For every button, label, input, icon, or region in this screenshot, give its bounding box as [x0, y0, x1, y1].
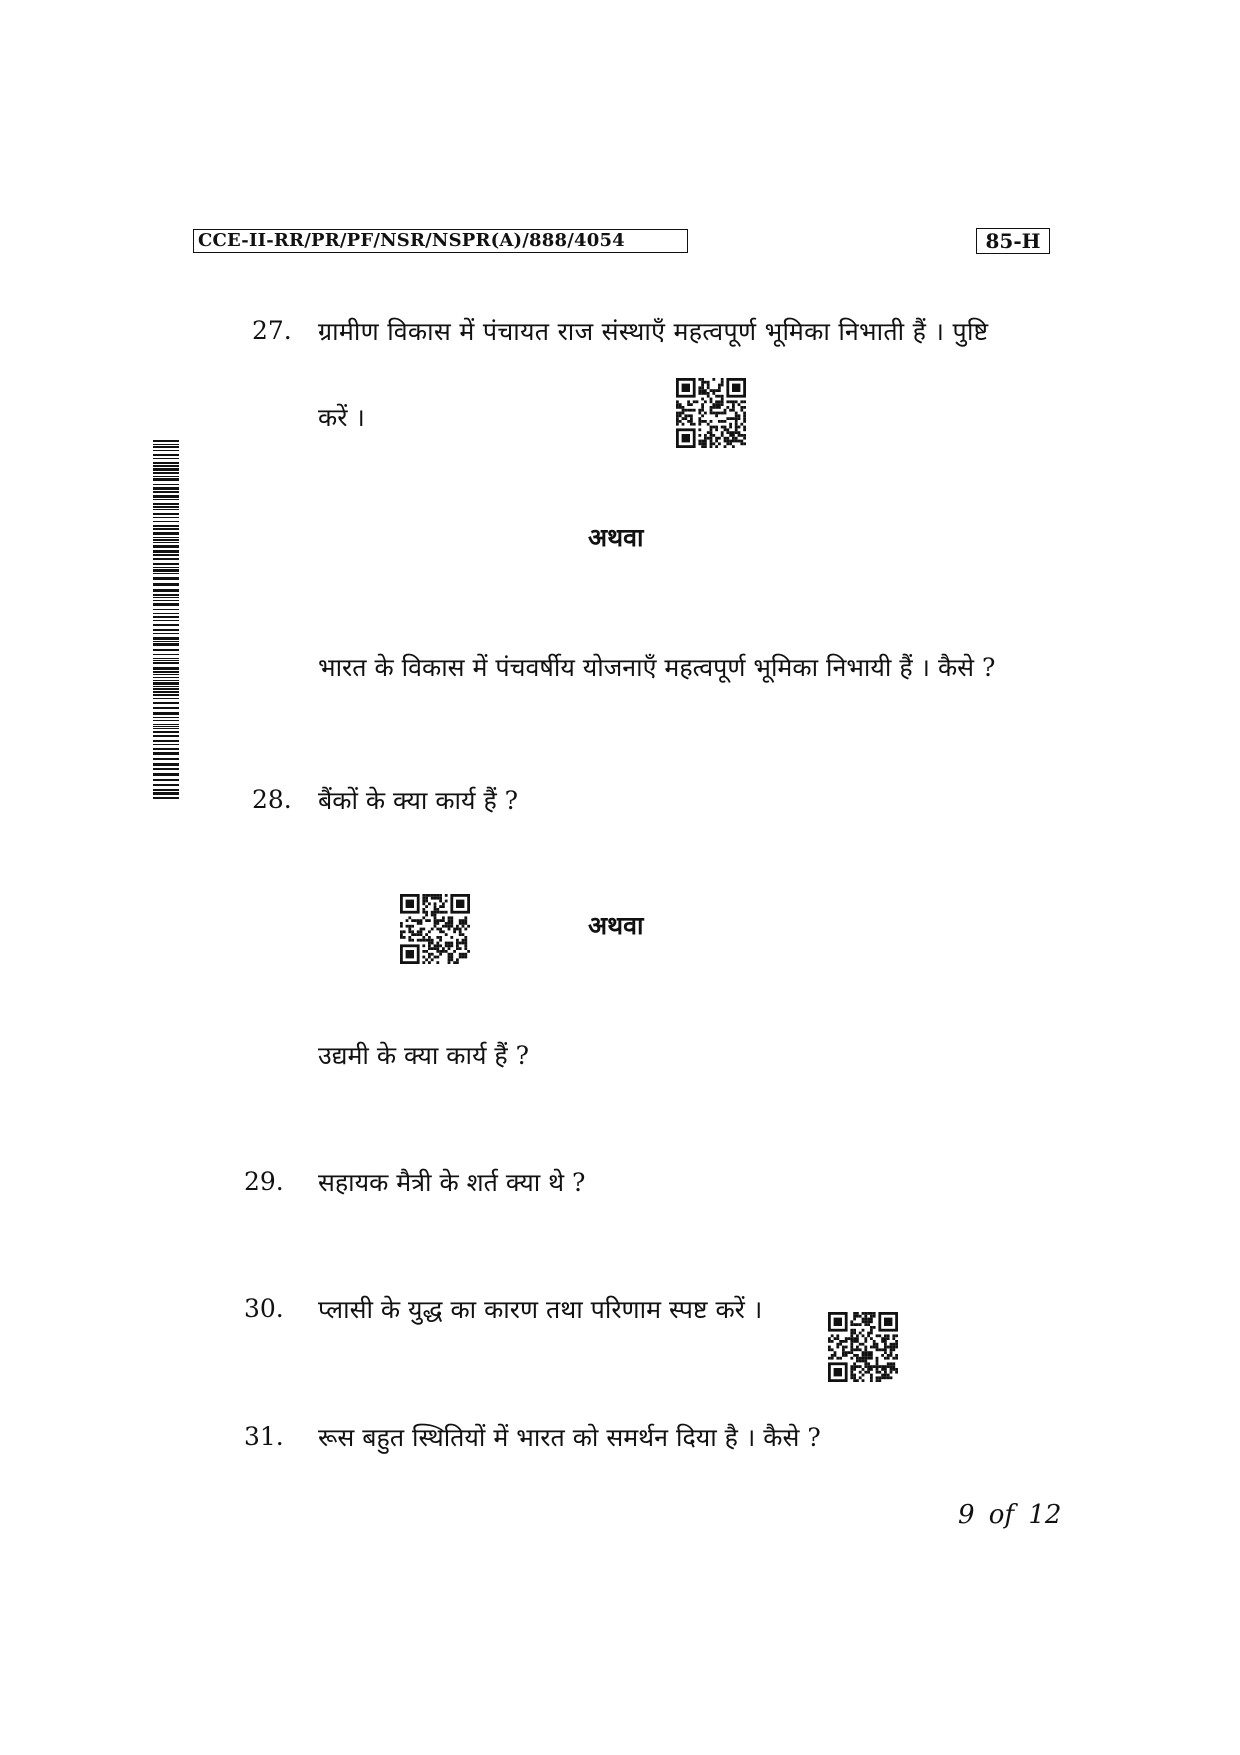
- question-28-text: बैंकों के क्या कार्य हैं ?: [318, 786, 519, 815]
- or-label: अथवा: [588, 523, 644, 552]
- question-number-28: 28.: [252, 785, 292, 814]
- barcode-icon: [153, 440, 179, 800]
- question-31-text: रूस बहुत स्थितियों में भारत को समर्थन दिया है । कैसे ?: [318, 1423, 821, 1452]
- qr-code-icon: [676, 378, 746, 448]
- question-number-29: 29.: [244, 1167, 284, 1196]
- question-30-text: प्लासी के युद्ध का कारण तथा परिणाम स्पष्ट करें ।: [318, 1295, 763, 1324]
- question-number-31: 31.: [244, 1422, 284, 1451]
- question-29-text: सहायक मैत्री के शर्त क्या थे ?: [318, 1168, 586, 1197]
- qr-code-icon: [400, 894, 470, 964]
- question-27-text-line2: करें ।: [318, 403, 365, 432]
- or-label: अथवा: [588, 911, 644, 940]
- exam-code: CCE-II-RR/PR/PF/NSR/NSPR(A)/888/4054: [193, 229, 688, 253]
- question-28-alt-text: उद्यमी के क्या कार्य हैं ?: [318, 1041, 530, 1070]
- question-number-30: 30.: [244, 1294, 284, 1323]
- question-27-text-line1: ग्रामीण विकास में पंचायत राज संस्थाएँ महत्वपूर्ण भूमिका निभाती हैं । पुष्टि: [318, 317, 989, 346]
- question-number-27: 27.: [252, 316, 292, 345]
- paper-code: 85-H: [976, 228, 1050, 254]
- qr-code-icon: [828, 1312, 898, 1382]
- page-number: 9 of 12: [958, 1500, 1062, 1530]
- question-27-alt-text: भारत के विकास में पंचवर्षीय योजनाएँ महत्वपूर्ण भूमिका निभायी हैं । कैसे ?: [318, 653, 996, 682]
